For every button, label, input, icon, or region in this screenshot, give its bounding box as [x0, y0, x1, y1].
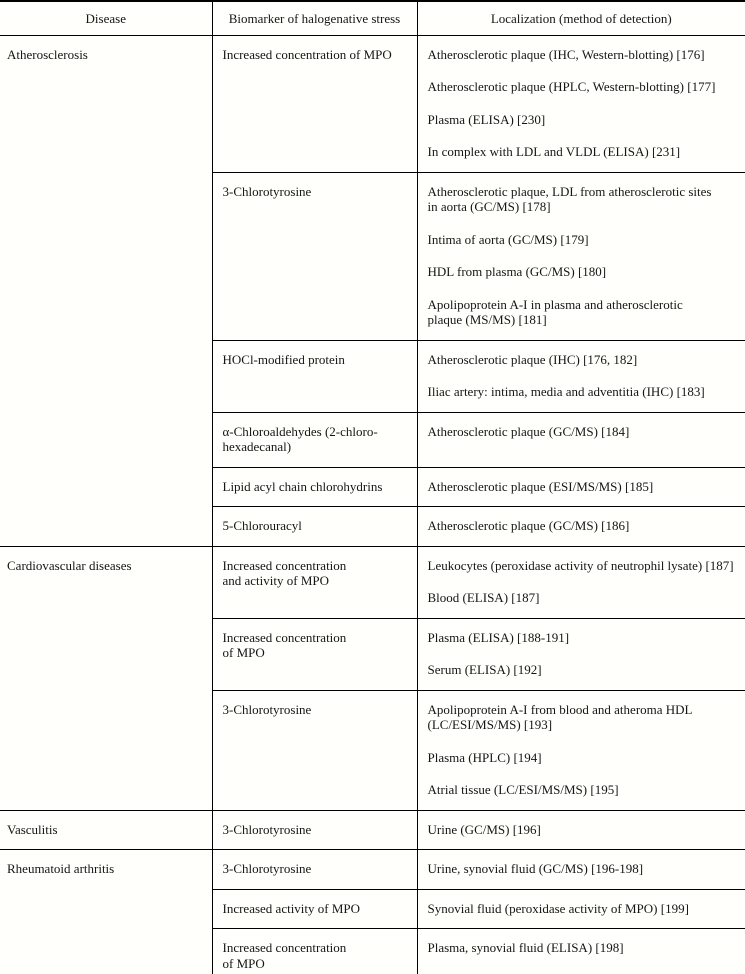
localization-item	[428, 702, 744, 733]
localization-item	[428, 264, 744, 280]
text-line: HOCl-modified protein	[222, 351, 345, 367]
text-line: Serum (ELISA) [192]	[427, 662, 542, 677]
localization-item	[428, 750, 744, 766]
text-line: Atherosclerotic plaque (HPLC, Western-blotting) [177]	[427, 79, 716, 94]
column-header-biomarker: Biomarker of halogenative stress	[212, 1, 417, 35]
text-line: Urine, synovial fluid (GC/MS) [196-198]	[427, 861, 644, 876]
text-line: Atherosclerotic plaque (IHC, Western-blotting) [176]	[427, 46, 705, 62]
localization-cell	[417, 889, 745, 929]
biomarker-name	[223, 702, 413, 718]
localization-cell	[417, 618, 745, 690]
text-line: Atherosclerotic plaque (IHC) [176, 182]	[427, 351, 638, 367]
disease-cell	[0, 546, 212, 810]
localization-cell	[417, 340, 745, 412]
text-line: 3-Chlorotyrosine	[222, 861, 312, 876]
table-row	[0, 35, 745, 172]
localization-item	[428, 558, 744, 574]
disease-name	[7, 822, 208, 838]
biomarker-name	[223, 47, 413, 63]
text-line: Atherosclerotic plaque, LDL from atherosclerotic sites	[427, 183, 712, 199]
biomarker-cell	[212, 929, 417, 974]
biomarker-cell	[212, 810, 417, 850]
biomarker-cell	[212, 340, 417, 412]
biomarker-cell	[212, 850, 417, 890]
text-line: Increased concentration	[222, 940, 347, 955]
disease-name	[7, 47, 208, 63]
text-line: Leukocytes (peroxidase activity of neutrophil lysate) [187]	[427, 557, 734, 573]
text-line: Rheumatoid arthritis	[7, 861, 115, 876]
localization-cell	[417, 810, 745, 850]
disease-cell	[0, 35, 212, 546]
table-row	[0, 546, 745, 618]
localization-item	[428, 940, 744, 956]
localization-cell	[417, 929, 745, 974]
text-line: Lipid acyl chain chlorohydrins	[222, 478, 383, 494]
localization-cell	[417, 172, 745, 340]
text-line: 5-Chlorouracyl	[222, 518, 302, 533]
localization-item	[428, 297, 744, 328]
localization-item	[428, 112, 744, 128]
text-line: of MPO	[222, 645, 265, 660]
disease-name	[7, 861, 208, 877]
text-line: Atherosclerotic plaque (ESI/MS/MS) [185]	[427, 478, 654, 494]
table-header	[0, 1, 745, 35]
text-line: In complex with LDL and VLDL (ELISA) [231]	[427, 144, 681, 159]
text-line: Apolipoprotein A-I in plasma and atherosclerotic	[427, 296, 683, 312]
table-row	[0, 850, 745, 890]
biomarker-cell	[212, 690, 417, 810]
text-line: in aorta (GC/MS) [178]	[427, 199, 551, 214]
biomarker-cell	[212, 412, 417, 467]
text-line: 3-Chlorotyrosine	[222, 821, 312, 837]
text-line: of MPO	[222, 955, 265, 971]
text-line: Plasma, synovial fluid (ELISA) [198]	[427, 940, 624, 955]
text-line: Increased concentration	[222, 629, 347, 645]
biomarker-name	[223, 352, 413, 368]
biomarker-name	[223, 558, 413, 589]
column-header-disease: Disease	[0, 1, 212, 35]
localization-item	[428, 79, 744, 95]
localization-item	[428, 424, 744, 440]
localization-item	[428, 518, 744, 534]
localization-cell	[417, 35, 745, 172]
text-line: hexadecanal)	[222, 439, 292, 454]
text-line: Apolipoprotein A-I from blood and atheroma HDL	[427, 701, 693, 717]
biomarker-cell	[212, 889, 417, 929]
localization-item	[428, 861, 744, 877]
localization-cell	[417, 412, 745, 467]
table-body	[0, 35, 745, 974]
text-line: Plasma (ELISA) [188-191]	[427, 629, 570, 645]
biomarker-cell	[212, 35, 417, 172]
localization-item	[428, 782, 744, 798]
biomarker-name	[223, 479, 413, 495]
localization-item	[428, 590, 744, 606]
text-line: Increased concentration	[222, 557, 347, 573]
column-header-localization: Localization (method of detection)	[417, 1, 745, 35]
text-line: Vasculitis	[7, 821, 58, 837]
text-line: plaque (MS/MS) [181]	[427, 312, 547, 327]
text-line: Plasma (ELISA) [230]	[427, 111, 546, 127]
localization-cell	[417, 850, 745, 890]
biomarker-name	[223, 184, 413, 200]
biomarker-cell	[212, 172, 417, 340]
localization-item	[428, 901, 744, 917]
text-line: 3-Chlorotyrosine	[222, 183, 312, 199]
localization-cell	[417, 690, 745, 810]
disease-cell	[0, 850, 212, 974]
localization-cell	[417, 507, 745, 547]
text-line: α-Chloroaldehydes (2-chloro-	[222, 423, 378, 439]
localization-item	[428, 47, 744, 63]
text-line: Atrial tissue (LC/ESI/MS/MS) [195]	[427, 782, 619, 797]
localization-item	[428, 184, 744, 215]
header-row	[0, 1, 745, 35]
text-line: (LC/ESI/MS/MS) [193]	[427, 717, 553, 732]
biomarker-name	[223, 518, 413, 534]
localization-item	[428, 479, 744, 495]
biomarker-name	[223, 861, 413, 877]
biomarker-name	[223, 940, 413, 971]
text-line: Blood (ELISA) [187]	[427, 590, 540, 605]
text-line: Synovial fluid (peroxidase activity of MPO) [199]	[427, 900, 689, 916]
text-line: and activity of MPO	[222, 573, 330, 588]
localization-item	[428, 384, 744, 400]
table-row	[0, 810, 745, 850]
biomarker-cell	[212, 507, 417, 547]
localization-cell	[417, 546, 745, 618]
localization-cell	[417, 467, 745, 507]
text-line: Increased activity of MPO	[222, 900, 361, 916]
localization-item	[428, 662, 744, 678]
disease-name	[7, 558, 208, 574]
text-line: HDL from plasma (GC/MS) [180]	[427, 264, 607, 279]
biomarker-cell	[212, 546, 417, 618]
disease-cell	[0, 810, 212, 850]
localization-item	[428, 822, 744, 838]
text-line: Atherosclerotic plaque (GC/MS) [184]	[427, 423, 630, 439]
biomarker-name	[223, 901, 413, 917]
localization-item	[428, 144, 744, 160]
biomarker-cell	[212, 467, 417, 507]
localization-item	[428, 232, 744, 248]
text-line: Plasma (HPLC) [194]	[427, 749, 542, 765]
biomarker-name	[223, 630, 413, 661]
localization-item	[428, 352, 744, 368]
text-line: Atherosclerotic plaque (GC/MS) [186]	[427, 518, 630, 533]
biomarker-name	[223, 822, 413, 838]
text-line: Atherosclerosis	[7, 46, 88, 62]
text-line: Intima of aorta (GC/MS) [179]	[427, 231, 589, 247]
text-line: 3-Chlorotyrosine	[222, 701, 312, 717]
text-line: Increased concentration of MPO	[222, 46, 392, 62]
biomarker-cell	[212, 618, 417, 690]
text-line: Cardiovascular diseases	[7, 557, 132, 573]
text-line: Iliac artery: intima, media and adventitia (IHC) [183]	[427, 384, 705, 399]
localization-item	[428, 630, 744, 646]
text-line: Urine (GC/MS) [196]	[427, 821, 541, 837]
biomarker-name	[223, 424, 413, 455]
